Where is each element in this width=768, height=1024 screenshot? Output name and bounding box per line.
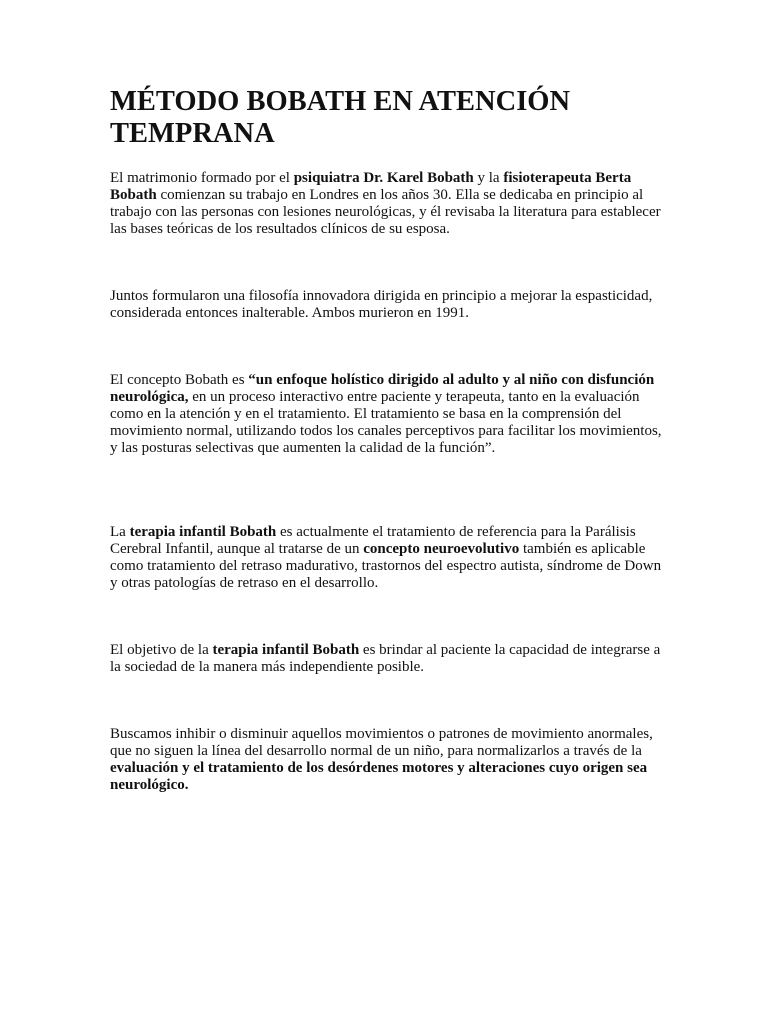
- text-run: es brindar al paciente la capacidad de integrarse a la sociedad de la manera más independiente posible.: [110, 642, 661, 675]
- text-run: El concepto Bobath es: [110, 372, 249, 388]
- text-run: comienzan su trabajo en Londres en los años 30. Ella se dedicaba en principio al trabajo con las personas con lesiones neurológicas, y él revisaba la literatura para establecer las bases teóricas de los resultados clínicos de su esposa.: [110, 187, 661, 237]
- bold-text-run: concepto neuroevolutivo: [363, 541, 520, 557]
- text-run: es actualmente el tratamiento de referencia para la Parálisis Cerebral Infantil, aunque al tratarse de un: [110, 524, 636, 557]
- text-run: también es aplicable como tratamiento del retraso madurativo, trastornos del espectro autista, síndrome de Down y otras patologías de retraso en el desarrollo.: [110, 541, 662, 591]
- paragraph-therapy: [110, 524, 670, 592]
- document-title: MÉTODO BOBATH EN ATENCIÓN TEMPRANA: [110, 86, 571, 149]
- text-run: El matrimonio formado por el: [110, 170, 294, 186]
- text-run: Buscamos inhibir o disminuir aquellos movimientos o patrones de movimiento anormales, que no siguen la línea del desarrollo normal de un niño, para normalizarlos a través de la: [110, 726, 653, 759]
- bold-text-run: terapia infantil Bobath: [212, 642, 360, 658]
- text-run: en un proceso interactivo entre paciente y terapeuta, tanto en la evaluación como en la atención y en el tratamiento. El tratamiento se basa en la comprensión del movimiento normal, utilizando todos los canales perceptivos para facilitar los movimientos, y las posturas selectivas que aumenten la calidad de la función”.: [110, 389, 662, 456]
- text-run: Juntos formularon una filosofía innovadora dirigida en principio a mejorar la espasticidad, considerada entonces inalterable. Ambos murieron en 1991.: [110, 288, 653, 321]
- bold-text-run: terapia infantil Bobath: [129, 524, 277, 540]
- bold-text-run: fisioterapeuta Berta Bobath: [110, 170, 632, 203]
- bold-text-run: psiquiatra Dr. Karel Bobath: [293, 170, 474, 186]
- paragraph-concept: [110, 372, 670, 457]
- bold-text-run: evaluación y el tratamiento de los desórdenes motores y alteraciones cuyo origen sea neurológico.: [110, 760, 648, 793]
- text-run: El objetivo de la: [110, 642, 213, 658]
- text-run: y la: [473, 170, 504, 186]
- paragraph-origins: [110, 170, 670, 238]
- paragraph-objective: [110, 642, 670, 676]
- bold-text-run: “un enfoque holístico dirigido al adulto y al niño con disfunción neurológica,: [110, 372, 655, 405]
- text-run: La: [110, 524, 130, 540]
- paragraph-philosophy: [110, 288, 670, 322]
- paragraph-method: [110, 726, 670, 794]
